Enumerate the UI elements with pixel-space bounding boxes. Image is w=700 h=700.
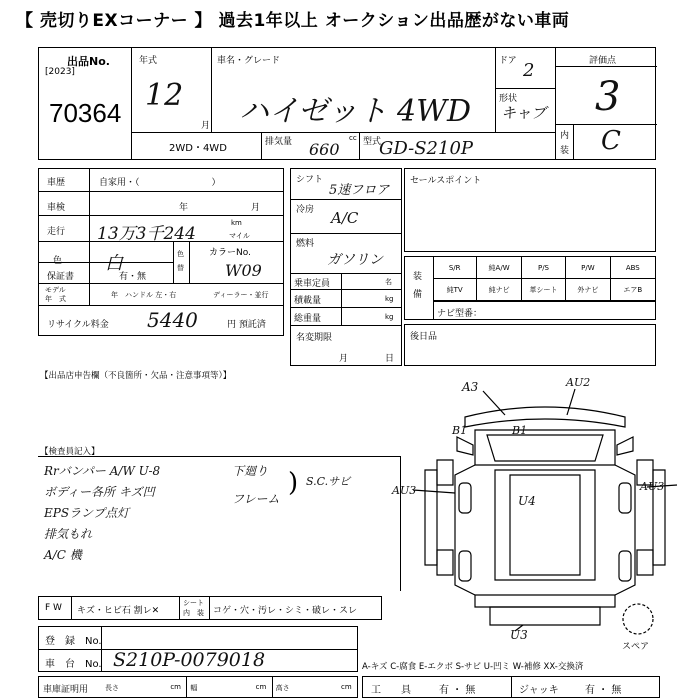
lot-number: 70364 [49, 98, 122, 128]
cert-col-label: cm [255, 683, 267, 691]
recycle-value: 5440 [147, 308, 198, 332]
name-change-day: 日 [385, 354, 395, 364]
color-value: 白 [105, 253, 123, 274]
name-value: ハイゼット 4WD [239, 94, 472, 129]
equipment-cell: ABS [611, 257, 655, 279]
header-banner [0, 0, 700, 32]
reg-label: 登 録 No. [45, 636, 102, 647]
tools-box [362, 676, 660, 698]
cert-col-label: cm [170, 683, 181, 691]
capacity-unit: 名 [385, 278, 392, 286]
year-value: 12 [145, 78, 184, 113]
sales-point-box [404, 168, 656, 252]
seat-label2: 内 装 [183, 609, 204, 617]
mark-u4: U4 [518, 494, 536, 508]
side-note3: S.C.サビ [306, 475, 351, 488]
color-no-value: W09 [225, 261, 262, 280]
tools-label: 工 具 [371, 685, 411, 696]
warranty-label: 保証書 [47, 272, 75, 282]
model-year-unit: 年 [111, 291, 118, 299]
equipment-box [404, 256, 656, 320]
equipment-label1: 装 [413, 272, 423, 282]
load-unit: kg [385, 295, 394, 303]
mark-a3-front: A3 [462, 380, 479, 394]
later-label: 後日品 [410, 332, 438, 342]
cert-label: 車庫証明用 [43, 685, 89, 695]
color-label: 色 [53, 256, 63, 266]
door-value: 2 [523, 60, 535, 81]
color-change-label2: 替 [177, 264, 184, 272]
year-label: 年式 [139, 56, 158, 66]
model-year-label2: 年 式 [45, 295, 66, 303]
recycle-unit: 円 預託済 [227, 320, 266, 330]
fw-label: F W [45, 603, 62, 613]
registration-box [38, 626, 358, 672]
history-label: 車歴 [47, 178, 66, 188]
inspector-note: ボディー各所 キズ凹 [44, 485, 155, 499]
door-label: ドア [499, 56, 517, 66]
mark-au3-left: AU3 [392, 484, 417, 497]
mark-au3-right: AU3 [640, 480, 665, 493]
inspector-note: Rrバンパー A/W U-8 [44, 464, 161, 478]
handle-label: ハンドル 左・右 [125, 291, 177, 299]
fuel-value: ガソリン [327, 252, 383, 268]
ac-label: 冷房 [296, 205, 315, 215]
equipment-grid [433, 257, 655, 301]
spare-label: スペア [622, 642, 650, 652]
equipment-cell: エアB [611, 279, 655, 301]
equipment-cell: 純ナビ [477, 279, 521, 301]
name-change-unit: 月 [339, 354, 349, 364]
color-change-label1: 色 [177, 250, 184, 258]
fw-items: キズ・ヒビ石 割レ✕ [77, 606, 160, 616]
mark-b1-right: B1 [512, 424, 528, 437]
banner-text: 【 売切りEXコーナー 】 過去1年以上 オークション出品歴がない車両 [16, 11, 570, 31]
later-items-box [404, 324, 656, 366]
equipment-cell: 純A/W [477, 257, 521, 279]
jack-value: 有 ・ 無 [585, 685, 622, 696]
lot-label: 出品No. [67, 55, 110, 68]
model-value: GD-S210P [379, 138, 474, 159]
side-note1: 下廻り [232, 464, 269, 478]
gross-unit: kg [385, 313, 394, 321]
score-value: 3 [595, 74, 621, 120]
displacement-label: 排気量 [265, 137, 293, 147]
warranty-value: 有・無 [119, 272, 147, 282]
score-label: 評価点 [589, 56, 617, 66]
shift-value: 5速フロア [329, 183, 390, 198]
declaration-label: 【出品店申告欄（不良箇所・欠品・注意事項等）】 [40, 371, 232, 381]
equipment-cell: 革シート [522, 279, 566, 301]
name-label: 車名・グレード [217, 56, 281, 66]
car-damage-diagram [395, 375, 695, 645]
equipment-cell: S/R [433, 257, 477, 279]
gross-label: 総重量 [294, 314, 322, 324]
name-change-label: 名変期限 [296, 333, 333, 343]
equipment-cell: P/W [566, 257, 610, 279]
chassis-value: S210P-0079018 [113, 649, 266, 671]
details-block [38, 168, 284, 336]
shift-label: シフト [296, 175, 324, 185]
sales-point-label: セールスポイント [410, 176, 482, 186]
fw-row [38, 596, 382, 620]
jack-label: ジャッキ [519, 685, 559, 696]
mileage-value: 13万3千244 [97, 224, 196, 244]
inspector-note: EPSランプ点灯 [44, 506, 130, 520]
seat-items: コゲ・穴・汚レ・シミ・破レ・スレ [213, 606, 358, 616]
chassis-label: 車 台 No. [45, 659, 102, 670]
dealer-label: ディーラー・並行 [213, 291, 269, 299]
interior-label2: 装 [560, 146, 570, 156]
ac-value: A/C [331, 209, 359, 227]
mark-au2: AU2 [566, 376, 591, 389]
lot-year-tag: [2023] [45, 67, 75, 77]
interior-value: C [601, 126, 621, 156]
drive-label: 2WD・4WD [169, 143, 227, 154]
vehicle-info-block [38, 47, 656, 160]
load-label: 積載量 [294, 296, 322, 306]
mark-u3: U3 [510, 628, 528, 642]
shape-value: キャブ [501, 104, 547, 122]
model-label: 型式 [363, 137, 382, 147]
side-note2: フレーム [232, 492, 280, 506]
cert-col-label: 幅 [190, 684, 198, 692]
mileage-km: km [231, 219, 242, 227]
mileage-label: 走行 [47, 227, 66, 237]
model-year-label1: モデル [45, 286, 66, 294]
capacity-label: 乗車定員 [294, 279, 331, 289]
cert-col-label: 高さ [275, 684, 290, 692]
shape-label: 形状 [499, 94, 518, 104]
mileage-mile: マイル [229, 232, 250, 240]
legend-text: A-キズ C-腐食 E-エクボ S-サビ U-凹ミ W-補修 XX-交換済 [362, 662, 584, 672]
equipment-cell: 純TV [433, 279, 477, 301]
equipment-cell: P/S [522, 257, 566, 279]
navi-label: ナビ型番： [437, 309, 483, 319]
history-value: 自家用・（ ） [99, 178, 221, 188]
inspection-month: 月 [251, 203, 261, 213]
spec-block [290, 168, 402, 366]
equipment-label2: 備 [413, 290, 423, 300]
cert-col-label: 長さ [105, 684, 119, 692]
displacement-value: 660 [309, 140, 340, 159]
inspection-year: 年 [179, 203, 189, 213]
mark-b1-left: B1 [452, 424, 468, 437]
inspector-note: 排気もれ [44, 527, 93, 541]
month-label: 月 [201, 121, 211, 131]
cert-cols [101, 677, 357, 697]
cert-col-label: cm [341, 683, 352, 691]
fuel-label: 燃料 [296, 239, 315, 249]
displacement-unit: cc [349, 134, 357, 142]
recycle-label: リサイクル料金 [47, 320, 109, 330]
interior-label1: 内 [560, 131, 570, 141]
color-no-label: カラーNo. [209, 248, 251, 258]
equipment-cell: 外ナビ [566, 279, 610, 301]
inspector-label: 【検査員記入】 [40, 447, 100, 457]
garage-cert-box [38, 676, 358, 698]
seat-label1: シート [183, 599, 204, 607]
inspector-note: A/C 機 [44, 548, 82, 562]
inspection-label: 車検 [47, 203, 66, 213]
tools-value: 有 ・ 無 [439, 685, 476, 696]
